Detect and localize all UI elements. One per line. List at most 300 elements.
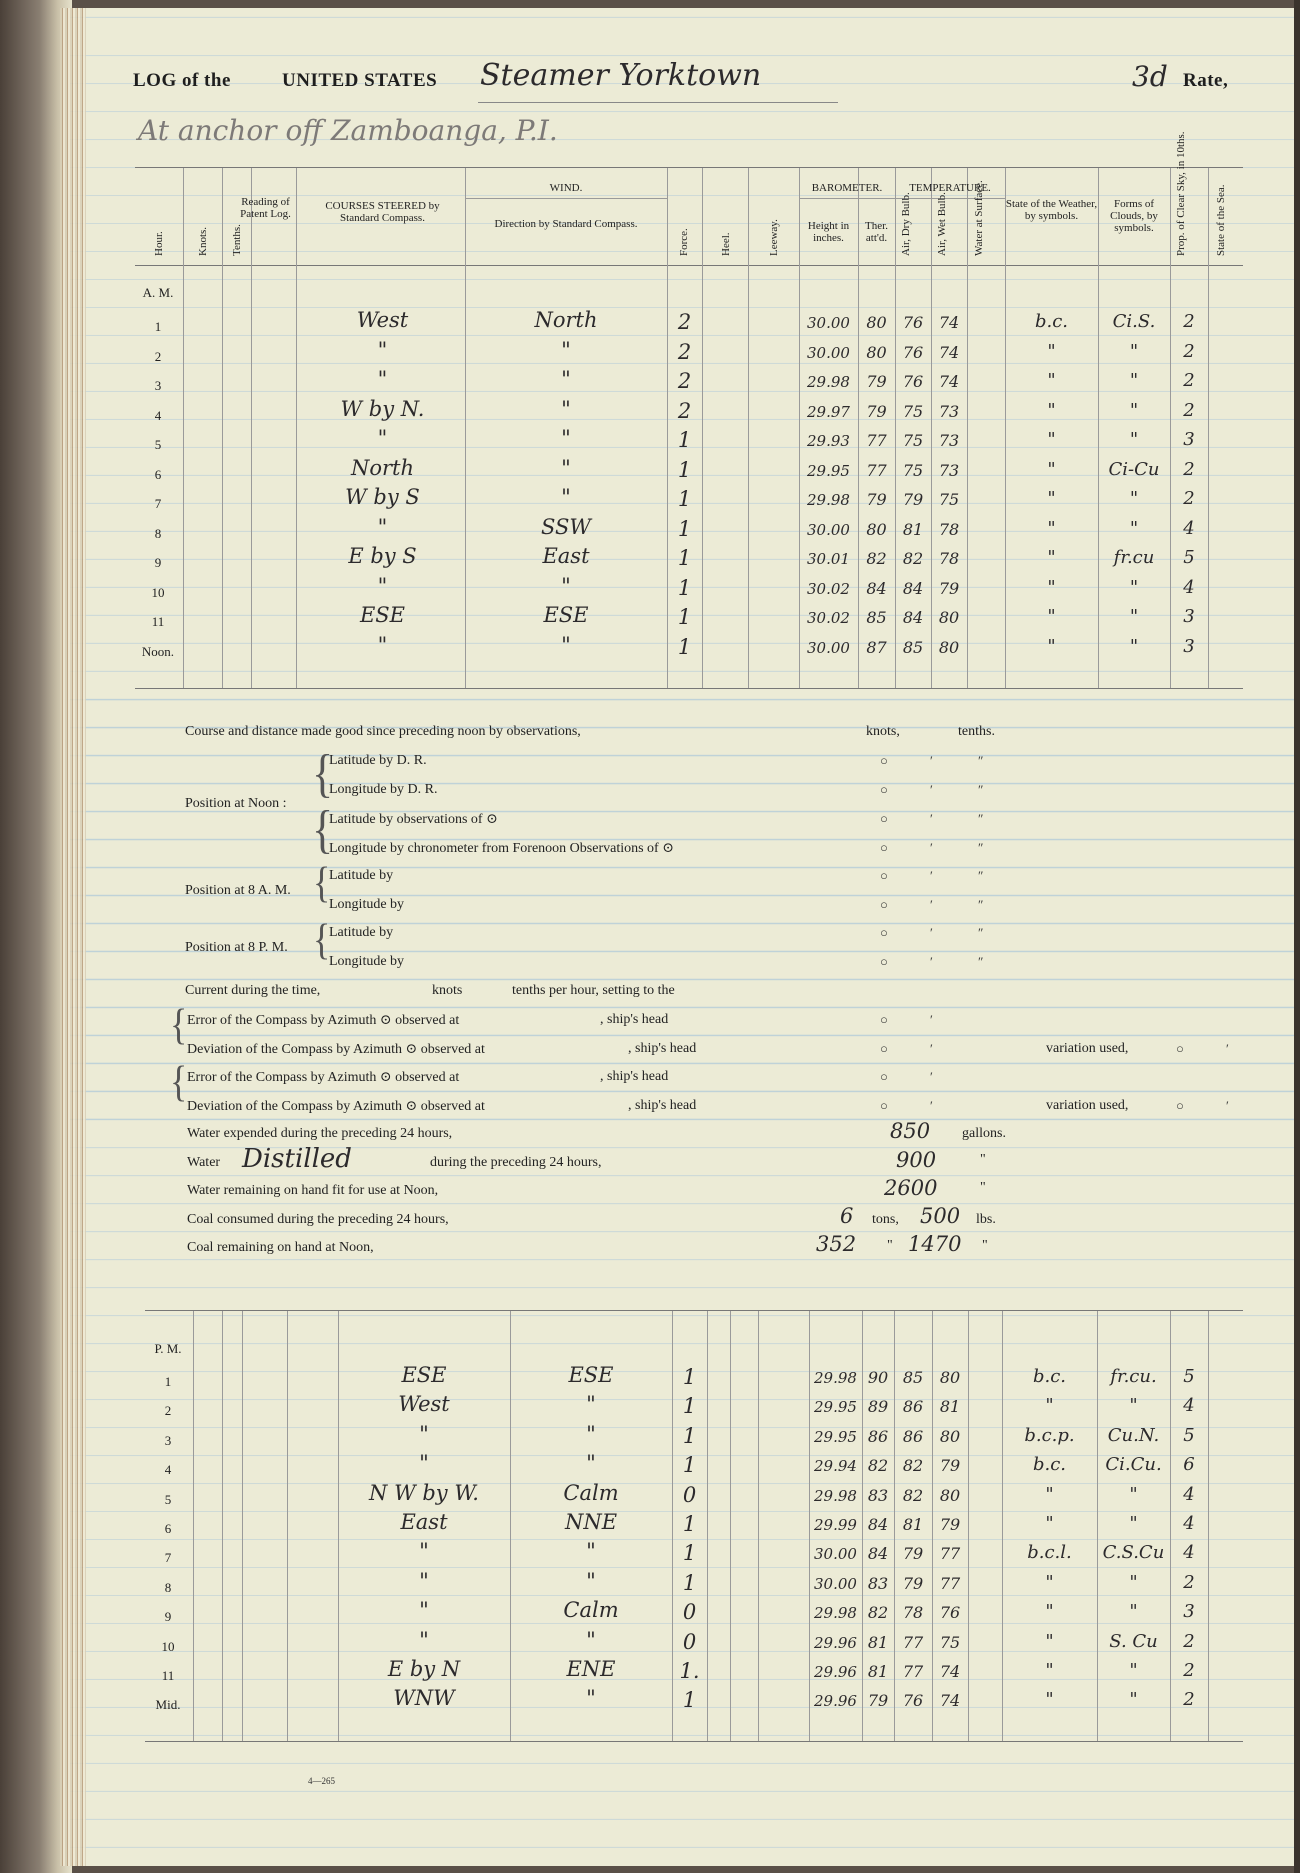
degree-mark: ○ — [880, 868, 888, 883]
am-baro-cell: 30.00 — [807, 639, 850, 657]
pm-clouds-cell: " — [1129, 1513, 1138, 1534]
wind-header-rule — [465, 198, 667, 199]
am-weather-cell: " — [1047, 341, 1056, 362]
am-log-table — [135, 131, 1243, 689]
am-clouds-cell: Ci-Cu — [1108, 459, 1160, 480]
am-clouds-cell: " — [1129, 488, 1139, 509]
am-force-cell: 2 — [677, 310, 692, 334]
minute-mark: ′ — [930, 925, 933, 940]
gallons-label: gallons. — [962, 1126, 1006, 1141]
pm-dry-cell: 78 — [902, 1603, 924, 1622]
am-weather-cell: " — [1047, 400, 1056, 421]
minute-mark: ′ — [930, 897, 933, 912]
col-baro-ther: Ther. att'd. — [865, 220, 888, 244]
pm-clouds-cell: " — [1129, 1689, 1138, 1710]
col-force: Force. — [678, 228, 690, 256]
minute-mark: ′ — [930, 840, 933, 855]
am-clouds-cell: " — [1129, 577, 1139, 598]
pm-hour-cell: 7 — [164, 1550, 172, 1565]
am-label: A. M. — [142, 285, 174, 300]
am-ther-cell: 85 — [866, 608, 887, 627]
pm-wind-cell: " — [586, 1451, 596, 1475]
am-sky-cell: 3 — [1183, 606, 1195, 627]
second-mark: ″ — [978, 811, 984, 826]
pm-column-divider — [1208, 1311, 1209, 1741]
minute-mark: ′ — [930, 954, 933, 969]
am-ther-cell: 77 — [866, 461, 887, 480]
am-course-cell: " — [377, 574, 388, 598]
pm-wind-cell: ENE — [566, 1657, 616, 1681]
am-force-cell: 1 — [677, 576, 692, 600]
pm-course-cell: West — [398, 1392, 450, 1416]
compass-degree-mark: ○ — [880, 1041, 888, 1056]
pm-clouds-cell: " — [1129, 1395, 1138, 1416]
variation-label-2: variation used, — [1046, 1098, 1129, 1113]
pm-course-cell: " — [419, 1539, 429, 1563]
am-column-divider — [702, 168, 703, 688]
pm-clouds-cell: S. Cu — [1109, 1631, 1158, 1652]
am-sky-cell: 2 — [1183, 459, 1195, 480]
am-hour-cell: 9 — [154, 555, 162, 570]
am-sky-cell: 3 — [1183, 429, 1195, 450]
pm-force-cell: 0 — [682, 1483, 697, 1507]
pm-sky-cell: 2 — [1183, 1631, 1195, 1652]
coal-consumed-tons: 6 — [840, 1204, 854, 1228]
pm-force-cell: 1 — [682, 1424, 697, 1448]
variation-label-1: variation used, — [1046, 1041, 1129, 1056]
col-barometer: BAROMETER. — [811, 182, 883, 194]
am-wind-cell: " — [561, 633, 571, 657]
pm-ther-cell: 82 — [867, 1603, 889, 1622]
am-column-divider — [748, 168, 749, 688]
am-course-cell: W by S — [345, 485, 420, 509]
compass-deviation-label-2: Deviation of the Compass by Azimuth ⊙ observed at — [187, 1099, 485, 1114]
pm-weather-cell: " — [1045, 1572, 1054, 1593]
pm-hour-cell: Mid. — [155, 1697, 181, 1712]
pm-force-cell: 1 — [682, 1688, 697, 1712]
compass-minute-mark: ′ — [930, 1012, 933, 1027]
coal-consumed-label: Coal consumed during the preceding 24 hours, — [187, 1212, 449, 1227]
am-clouds-cell: " — [1129, 606, 1139, 627]
am-weather-cell: " — [1047, 577, 1056, 598]
am-sky-cell: 2 — [1183, 488, 1195, 509]
pm-weather-cell: " — [1045, 1484, 1054, 1505]
am-clouds-cell: " — [1129, 370, 1139, 391]
pm-wet-cell: 74 — [939, 1662, 961, 1681]
tons-label: tons, — [872, 1212, 899, 1227]
pm-weather-cell: " — [1045, 1601, 1054, 1622]
am-baro-cell: 30.02 — [807, 609, 850, 627]
current-knots-label: knots — [432, 983, 463, 998]
pm-course-cell: " — [419, 1451, 429, 1475]
pm-weather-cell: b.c.p. — [1024, 1425, 1075, 1446]
pm-baro-cell: 29.95 — [814, 1398, 857, 1416]
am-force-cell: 2 — [677, 369, 692, 393]
pm-baro-cell: 29.96 — [814, 1663, 857, 1681]
ships-head-label-4: , ship's head — [628, 1098, 697, 1113]
variation-degree-mark: ○ — [1176, 1098, 1184, 1113]
am-wet-cell: 73 — [938, 402, 960, 421]
current-label: Current during the time, — [185, 983, 321, 998]
am-wet-cell: 75 — [938, 490, 960, 509]
degree-mark: ○ — [880, 840, 888, 855]
pm-weather-cell: b.c.l. — [1027, 1542, 1072, 1563]
page-stack-edge — [60, 8, 86, 1866]
am-wind-cell: " — [561, 338, 571, 362]
am-force-cell: 2 — [677, 340, 692, 364]
pm-clouds-cell: " — [1129, 1601, 1138, 1622]
am-column-divider — [1208, 168, 1209, 688]
am-clouds-cell: " — [1129, 341, 1139, 362]
pm-wind-cell: " — [586, 1686, 596, 1710]
pm-hour-cell: 11 — [161, 1668, 175, 1683]
am-ther-cell: 79 — [866, 490, 887, 509]
pm-sky-cell: 4 — [1183, 1484, 1195, 1505]
pm-force-cell: 1 — [682, 1365, 697, 1389]
lat-dr-label: Latitude by D. R. — [329, 753, 427, 768]
pm-ther-cell: 82 — [867, 1456, 889, 1475]
pm-hour-cell: 2 — [164, 1403, 172, 1418]
pm-course-cell: " — [419, 1628, 429, 1652]
am8-lon-label: Longitude by — [329, 897, 405, 912]
am-weather-cell: " — [1047, 429, 1056, 450]
am-wet-cell: 74 — [938, 313, 960, 332]
vessel-rate: 3d — [1132, 60, 1168, 93]
pm-wet-cell: 80 — [939, 1427, 961, 1446]
am-course-cell: " — [377, 338, 388, 362]
pm-hour-cell: 6 — [164, 1521, 172, 1536]
pm-hour-cell: 8 — [164, 1580, 172, 1595]
degree-mark: ○ — [880, 811, 888, 826]
am-hour-cell: Noon. — [141, 644, 175, 659]
pm-ther-cell: 83 — [867, 1486, 889, 1505]
am-weather-cell: " — [1047, 606, 1056, 627]
am-wind-cell: SSW — [541, 515, 591, 539]
compass-degree-mark: ○ — [880, 1069, 888, 1084]
am-ther-cell: 84 — [866, 579, 887, 598]
compass-degree-mark: ○ — [880, 1098, 888, 1113]
am-force-cell: 1 — [677, 605, 692, 629]
pm-force-cell: 1 — [682, 1571, 697, 1595]
compass-minute-mark: ′ — [930, 1041, 933, 1056]
pm-wind-cell: " — [586, 1569, 596, 1593]
am-ther-cell: 80 — [866, 520, 887, 539]
pm-wind-cell: ESE — [568, 1363, 614, 1387]
pm-hour-cell: 3 — [164, 1433, 172, 1448]
pm-weather-cell: " — [1045, 1395, 1054, 1416]
pm-clouds-cell: fr.cu. — [1110, 1366, 1157, 1387]
pm-hour-cell: 9 — [164, 1609, 172, 1624]
pm-wet-cell: 79 — [939, 1515, 961, 1534]
lon-dr-label: Longitude by D. R. — [329, 782, 438, 797]
am-sky-cell: 2 — [1183, 400, 1195, 421]
pm-column-divider — [730, 1311, 731, 1741]
pm-ther-cell: 84 — [867, 1515, 889, 1534]
pm-baro-cell: 29.96 — [814, 1692, 857, 1710]
pm-wet-cell: 81 — [939, 1397, 961, 1416]
am-course-cell: ESE — [359, 603, 406, 627]
am-weather-cell: " — [1047, 518, 1056, 539]
am-dry-cell: 84 — [902, 608, 924, 627]
am-course-cell: " — [377, 515, 388, 539]
pm-sky-cell: 5 — [1183, 1425, 1195, 1446]
second-mark: ″ — [978, 897, 984, 912]
pm-ther-cell: 81 — [867, 1662, 889, 1681]
am-course-cell: W by N. — [340, 397, 425, 421]
vessel-name: Steamer Yorktown — [480, 58, 762, 93]
am-baro-cell: 30.01 — [807, 550, 850, 568]
second-mark: ″ — [978, 840, 984, 855]
col-wind: WIND. — [549, 182, 583, 194]
am-ther-cell: 80 — [866, 343, 887, 362]
pm-hour-cell: 4 — [164, 1462, 172, 1477]
pm-course-cell: " — [419, 1569, 429, 1593]
pm8-lat-label: Latitude by — [329, 925, 394, 940]
col-weather: State of the Weather, by symbols. — [1005, 198, 1098, 222]
am-hour-cell: 7 — [154, 496, 162, 511]
vessel-name-rule — [478, 102, 838, 103]
pm-course-cell: " — [419, 1422, 429, 1446]
pm-hour-cell: 10 — [161, 1639, 175, 1654]
am-weather-cell: " — [1047, 370, 1056, 391]
pm-wet-cell: 75 — [939, 1633, 961, 1652]
am-dry-cell: 79 — [902, 490, 924, 509]
compass-brace-1: { — [170, 1000, 188, 1048]
am-force-cell: 2 — [677, 399, 692, 423]
pm-dry-cell: 77 — [902, 1633, 924, 1652]
pm-baro-cell: 29.94 — [814, 1457, 857, 1475]
pm-ther-cell: 79 — [867, 1691, 889, 1710]
am-sky-cell: 3 — [1183, 636, 1195, 657]
pm-dry-cell: 82 — [902, 1456, 924, 1475]
pm-course-cell: E by N — [387, 1657, 461, 1681]
pm-baro-cell: 29.96 — [814, 1634, 857, 1652]
pm-force-cell: 1 — [682, 1541, 697, 1565]
pm-wind-cell: " — [586, 1422, 596, 1446]
am-header-rule — [135, 265, 1243, 266]
pm-dry-cell: 86 — [902, 1397, 924, 1416]
am-wet-cell: 74 — [938, 343, 960, 362]
pm-weather-cell: " — [1045, 1689, 1054, 1710]
pm-force-cell: 0 — [682, 1600, 697, 1624]
am-weather-cell: " — [1047, 459, 1056, 480]
distilled-label: during the preceding 24 hours, — [430, 1155, 602, 1170]
am-wet-cell: 73 — [938, 461, 960, 480]
location-line: At anchor off Zamboanga, P.I. — [138, 114, 558, 147]
pm-course-cell: East — [400, 1510, 448, 1534]
pm-clouds-cell: " — [1129, 1660, 1138, 1681]
pm-column-divider — [968, 1311, 969, 1741]
form-number: 4—265 — [308, 1776, 335, 1786]
col-patent-log: Reading of Patent Log. — [240, 196, 291, 220]
pm-weather-cell: b.c. — [1032, 1454, 1067, 1475]
pm8-brace: { — [313, 915, 331, 963]
pm-sky-cell: 2 — [1183, 1572, 1195, 1593]
pm-force-cell: 1 — [682, 1453, 697, 1477]
am-sky-cell: 2 — [1183, 370, 1195, 391]
water-label: Water — [187, 1155, 221, 1170]
pm-dry-cell: 86 — [902, 1427, 924, 1446]
am-dry-cell: 76 — [902, 313, 924, 332]
am-wind-cell: " — [561, 367, 571, 391]
am-hour-cell: 2 — [154, 349, 162, 364]
pm-clouds-cell: Ci.Cu. — [1105, 1454, 1162, 1475]
second-mark: ″ — [978, 925, 984, 940]
am-hour-cell: 11 — [151, 614, 165, 629]
col-knots: Knots. — [197, 226, 209, 256]
am-clouds-cell: fr.cu — [1113, 547, 1155, 568]
minute-mark: ′ — [930, 782, 933, 797]
pm-ther-cell: 83 — [867, 1574, 889, 1593]
col-temperature: TEMPERATURE. — [909, 182, 991, 194]
pm-course-cell: " — [419, 1598, 429, 1622]
am-wet-cell: 78 — [938, 549, 960, 568]
degree-mark: ○ — [880, 897, 888, 912]
water-remaining-label: Water remaining on hand fit for use at Noon, — [187, 1183, 439, 1198]
am-weather-cell: " — [1047, 547, 1056, 568]
am-baro-cell: 30.02 — [807, 580, 850, 598]
am-wind-cell: " — [561, 574, 571, 598]
am-column-divider — [296, 168, 297, 688]
pm-column-divider — [222, 1311, 223, 1741]
am-dry-cell: 76 — [902, 343, 924, 362]
degree-mark: ○ — [880, 954, 888, 969]
pm-course-cell: ESE — [401, 1363, 447, 1387]
am-wind-cell: East — [542, 544, 590, 568]
am-column-divider — [222, 168, 223, 688]
variation-minute-mark: ′ — [1226, 1041, 1229, 1056]
compass-error-label-1: Error of the Compass by Azimuth ⊙ observed at — [187, 1013, 460, 1028]
lon-chron-label: Longitude by chronometer from Forenoon Observations of ⊙ — [329, 841, 674, 856]
am-hour-cell: 1 — [154, 319, 162, 334]
coal-remaining-label: Coal remaining on hand at Noon, — [187, 1240, 374, 1255]
am-wind-cell: North — [534, 308, 598, 332]
am-clouds-cell: " — [1129, 400, 1139, 421]
pm-dry-cell: 85 — [902, 1368, 924, 1387]
current-tenths-label: tenths per hour, setting to the — [512, 983, 675, 998]
col-dry-bulb: Air, Dry Bulb. — [900, 192, 912, 256]
rate-label: Rate, — [1183, 70, 1229, 91]
am-ther-cell: 87 — [866, 638, 887, 657]
am-dry-cell: 81 — [902, 520, 924, 539]
pm-wet-cell: 77 — [939, 1544, 961, 1563]
am-weather-cell: b.c. — [1034, 311, 1069, 332]
pm-clouds-cell: C.S.Cu — [1102, 1542, 1165, 1563]
am-baro-cell: 29.95 — [807, 462, 850, 480]
pm8-lon-label: Longitude by — [329, 954, 405, 969]
col-sea-state: State of the Sea. — [1215, 184, 1227, 256]
am-ther-cell: 79 — [866, 402, 887, 421]
am-wind-cell: " — [561, 456, 571, 480]
am-wet-cell: 79 — [938, 579, 960, 598]
pm-dry-cell: 76 — [902, 1691, 924, 1710]
am-column-divider — [183, 168, 184, 688]
noon-position-label: Position at Noon : — [185, 796, 287, 811]
pm-wet-cell: 74 — [939, 1691, 961, 1710]
am-sky-cell: 2 — [1183, 341, 1195, 362]
pm-weather-cell: " — [1045, 1660, 1054, 1681]
pm-column-divider — [193, 1311, 194, 1741]
ships-head-label-2: , ship's head — [628, 1041, 697, 1056]
col-leeway: Leeway. — [768, 219, 780, 256]
compass-degree-mark: ○ — [880, 1012, 888, 1027]
am-course-cell: " — [377, 633, 388, 657]
pm-weather-cell: b.c. — [1032, 1366, 1067, 1387]
pm-course-cell: N W by W. — [369, 1481, 479, 1505]
pos-8am-label: Position at 8 A. M. — [185, 883, 291, 898]
am-force-cell: 1 — [677, 546, 692, 570]
am-baro-cell: 29.93 — [807, 432, 850, 450]
am-ther-cell: 80 — [866, 313, 887, 332]
pm-dry-cell: 79 — [902, 1544, 924, 1563]
ships-head-label-1: , ship's head — [600, 1012, 669, 1027]
pm-clouds-cell: Cu.N. — [1107, 1425, 1160, 1446]
am-sky-cell: 4 — [1183, 577, 1195, 598]
col-tenths: Tenths. — [231, 224, 243, 256]
pos-8pm-label: Position at 8 P. M. — [185, 940, 288, 955]
pm-ther-cell: 89 — [867, 1397, 889, 1416]
am-baro-cell: 30.00 — [807, 344, 850, 362]
am-wet-cell: 80 — [938, 638, 960, 657]
pm-wet-cell: 76 — [939, 1603, 961, 1622]
am-sky-cell: 4 — [1183, 518, 1195, 539]
course-tenths-label: tenths. — [958, 724, 995, 739]
am-force-cell: 1 — [677, 517, 692, 541]
water-expended-value: 850 — [890, 1119, 931, 1143]
am-dry-cell: 76 — [902, 372, 924, 391]
pm-weather-cell: " — [1045, 1631, 1054, 1652]
coal-remaining-ditto: " — [887, 1238, 893, 1253]
coal-remaining-ditto-2: " — [982, 1238, 988, 1253]
water-expended-label: Water expended during the preceding 24 hours, — [187, 1126, 453, 1141]
am-wet-cell: 80 — [938, 608, 960, 627]
pm-sky-cell: 4 — [1183, 1513, 1195, 1534]
pm-baro-cell: 29.98 — [814, 1604, 857, 1622]
coal-remaining-lbs: 1470 — [908, 1232, 962, 1256]
pm-wind-cell: Calm — [563, 1598, 619, 1622]
am-baro-cell: 30.00 — [807, 521, 850, 539]
pm-wet-cell: 80 — [939, 1368, 961, 1387]
degree-mark: ○ — [880, 925, 888, 940]
water-distilled: Distilled — [242, 1144, 352, 1174]
pm-weather-cell: " — [1045, 1513, 1054, 1534]
remaining-ditto: " — [980, 1180, 986, 1195]
am-baro-cell: 30.00 — [807, 314, 850, 332]
am-clouds-cell: " — [1129, 518, 1139, 539]
noon-brace: { — [312, 744, 334, 803]
pm-dry-cell: 82 — [902, 1486, 924, 1505]
col-wet-bulb: Air, Wet Bulb. — [936, 192, 948, 256]
pm-course-cell: WNW — [393, 1686, 455, 1710]
pm-wind-cell: " — [586, 1539, 596, 1563]
am8-brace: { — [313, 858, 331, 906]
pm-sky-cell: 2 — [1183, 1689, 1195, 1710]
am-course-cell: E by S — [348, 544, 417, 568]
pm-log-table — [145, 1310, 1243, 1742]
title-prefix: LOG of the — [133, 70, 231, 91]
am-ther-cell: 77 — [866, 431, 887, 450]
pm-sky-cell: 4 — [1183, 1542, 1195, 1563]
pm-ther-cell: 84 — [867, 1544, 889, 1563]
course-knots-label: knots, — [866, 724, 900, 739]
pm-force-cell: 1 — [682, 1512, 697, 1536]
am-wet-cell: 74 — [938, 372, 960, 391]
am-clouds-cell: Ci.S. — [1112, 311, 1156, 332]
am-course-cell: West — [356, 308, 409, 332]
col-clear-sky: Prop. of Clear Sky, in 10ths. — [1175, 131, 1187, 256]
course-distance-label: Course and distance made good since preceding noon by observations, — [185, 724, 581, 739]
am-ther-cell: 82 — [866, 549, 887, 568]
